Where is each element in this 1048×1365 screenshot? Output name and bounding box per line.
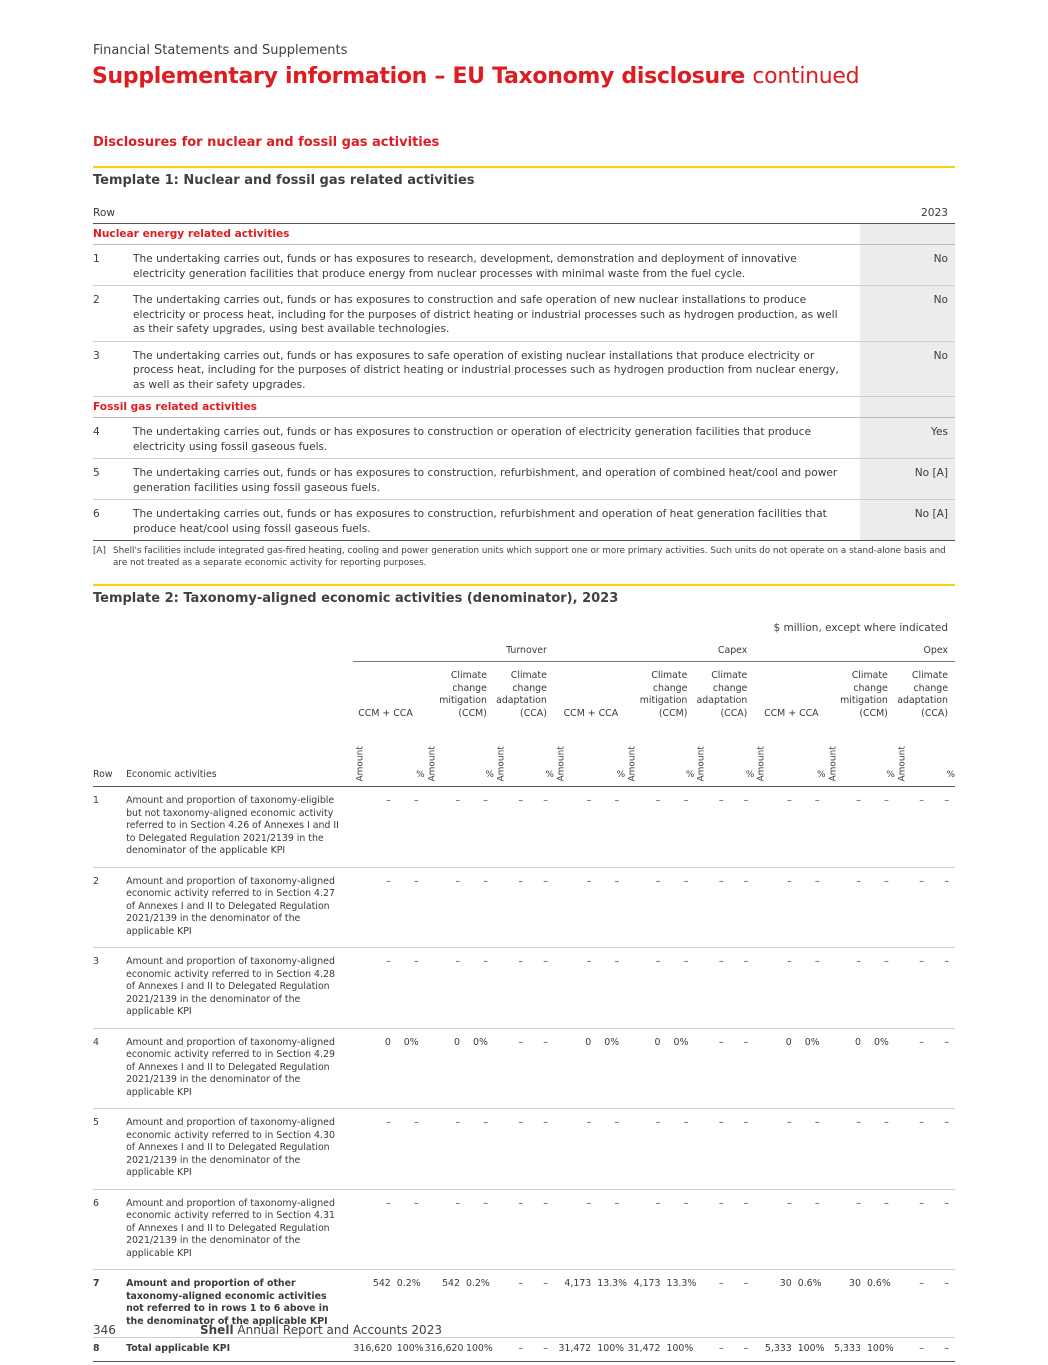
value-cell: – (397, 867, 425, 948)
value-cell: – (597, 1109, 625, 1190)
divider-rule (93, 584, 955, 586)
value-cell: – (425, 948, 466, 1029)
value-cell: – (466, 867, 494, 948)
value-cell: – (666, 787, 694, 868)
template1-row-value: No (860, 341, 955, 397)
value-cell: 100% (666, 1338, 694, 1362)
value-cell: – (798, 787, 826, 868)
value-cell: – (554, 787, 597, 868)
template1-row-text: The undertaking carries out, funds or has exposures to safe operation of existing nuclear installations that produce electricity or process heat, including for the purposes of district heating or industrial processes such as hydrogen production from nuclear energy, as well as their safety upgrades. (133, 341, 860, 397)
value-cell: 100% (397, 1338, 425, 1362)
col-amount-header (425, 726, 466, 787)
value-cell: – (895, 948, 930, 1029)
value-cell: – (494, 1338, 529, 1362)
value-cell: – (867, 787, 895, 868)
value-cell: 0% (597, 1028, 625, 1109)
template1-row-text: The undertaking carries out, funds or has exposures to construction and safe operation of new nuclear installations to produce electricity or process heat, including for the purposes of district heating or industrial processes such as hydrogen production, as well as their safety upgrades, using best available technologies. (133, 286, 860, 342)
table-row (93, 1028, 955, 1109)
col-amount-header (353, 726, 396, 787)
row-description: Amount and proportion of taxonomy-aligned economic activity referred to in Section 4.30 of Annexes I and II to Delegated Regulation 2021/2139 in the denominator of the applicable KPI (126, 1109, 353, 1190)
value-cell: – (554, 1109, 597, 1190)
value-cell: – (826, 1109, 867, 1190)
value-cell: – (625, 1109, 666, 1190)
template1-row-text: The undertaking carries out, funds or has exposures to construction, refurbishment and operation of heat generation facilities that produce heat/cool using fossil gaseous fuels. (133, 500, 860, 541)
template1-row (93, 459, 955, 500)
col-amount-header (494, 726, 529, 787)
col-pct-header: % (666, 726, 694, 787)
sub-opex-cca: Climate change adaptation (CCA) (897, 670, 948, 719)
value-cell: – (930, 867, 955, 948)
col-pct-header: % (397, 726, 425, 787)
col-amount-header (826, 726, 867, 787)
value-cell: – (730, 948, 755, 1029)
value-cell: – (625, 787, 666, 868)
value-cell: – (466, 1189, 494, 1270)
value-cell: – (694, 1028, 729, 1109)
table-row (93, 1109, 955, 1190)
template1-group-cell (860, 397, 955, 418)
value-cell: – (529, 867, 554, 948)
value-cell: – (397, 787, 425, 868)
value-cell: – (425, 1189, 466, 1270)
value-cell: 5,333 (826, 1338, 867, 1362)
template1-footnote (93, 545, 955, 569)
col-amount-label: Amount (556, 745, 567, 781)
footer-brand: Shell (200, 1323, 234, 1337)
value-cell: – (798, 948, 826, 1029)
value-cell: – (730, 1028, 755, 1109)
value-cell: – (798, 1109, 826, 1190)
value-cell: – (597, 948, 625, 1029)
sub-capex-ccm-cca: CCM + CCA (563, 707, 619, 719)
value-cell: – (730, 1189, 755, 1270)
sub-capex-cca: Climate change adaptation (CCA) (696, 670, 748, 719)
template1-row-text: The undertaking carries out, funds or has exposures to construction, refurbishment, and operation of combined heat/cool and power generation facilities using fossil gaseous fuels. (133, 459, 860, 500)
value-cell: – (425, 1109, 466, 1190)
value-cell: – (754, 948, 797, 1029)
col-pct-header: % (930, 726, 955, 787)
value-cell: – (930, 1028, 955, 1109)
value-cell: 30 (754, 1270, 797, 1338)
template1-row-text: The undertaking carries out, funds or has exposures to research, development, demonstration and deployment of innovative electricity generation facilities that produce energy from nuclear processes with minimal waste from the fuel cycle. (133, 245, 860, 286)
template1-row (93, 500, 955, 541)
value-cell: 0 (754, 1028, 797, 1109)
value-cell: 0.6% (867, 1270, 895, 1338)
value-cell: – (730, 867, 755, 948)
template1-row-num: 6 (93, 500, 133, 541)
row-number: 8 (93, 1338, 126, 1362)
page-title-main: Supplementary information – EU Taxonomy disclosure (92, 64, 746, 89)
value-cell: – (895, 1109, 930, 1190)
value-cell: 542 (425, 1270, 466, 1338)
sub-opex-ccm-cca: CCM + CCA (764, 707, 819, 719)
value-cell: – (895, 787, 930, 868)
table-row (93, 787, 955, 868)
row-description: Amount and proportion of taxonomy-eligible but not taxonomy-aligned economic activity referred to in Section 4.26 of Annexes I and II to Delegated Regulation 2021/2139 in the denominator of the applicable KPI (126, 787, 353, 868)
template1-title: Template 1: Nuclear and fossil gas related activities (93, 173, 475, 188)
value-cell: – (625, 948, 666, 1029)
value-cell: – (730, 787, 755, 868)
value-cell: 0% (798, 1028, 826, 1109)
value-cell: – (730, 1338, 755, 1362)
value-cell: – (494, 1270, 529, 1338)
value-cell: – (895, 867, 930, 948)
row-number: 2 (93, 867, 126, 948)
value-cell: – (694, 948, 729, 1029)
template1-row-value: Yes (860, 418, 955, 459)
template1-row-value: No [A] (860, 459, 955, 500)
page-title-suffix: continued (752, 64, 860, 89)
value-cell: 30 (826, 1270, 867, 1338)
template1-table (93, 200, 955, 541)
value-cell: – (425, 787, 466, 868)
value-cell: 0 (826, 1028, 867, 1109)
value-cell: – (666, 1109, 694, 1190)
col-amount-header (754, 726, 797, 787)
row-description: Amount and proportion of taxonomy-aligned economic activity referred to in Section 4.29 of Annexes I and II to Delegated Regulation 2021/2139 in the denominator of the applicable KPI (126, 1028, 353, 1109)
col-pct-header: % (798, 726, 826, 787)
value-cell: – (353, 867, 396, 948)
row-description: Amount and proportion of other taxonomy-aligned economic activities not referred to in rows 1 to 6 above in the denominator of the applicable KPI (126, 1270, 353, 1338)
value-cell: – (597, 867, 625, 948)
value-cell: – (754, 1189, 797, 1270)
col-amount-label: Amount (496, 745, 507, 781)
row-description: Amount and proportion of taxonomy-aligned economic activity referred to in Section 4.31 of Annexes I and II to Delegated Regulation 2021/2139 in the denominator of the applicable KPI (126, 1189, 353, 1270)
template2-col-row: Row (93, 726, 126, 787)
value-cell: – (494, 867, 529, 948)
value-cell: 100% (466, 1338, 494, 1362)
sub-turnover-ccm-cca: CCM + CCA (358, 707, 413, 719)
value-cell: – (694, 1270, 729, 1338)
value-cell: 100% (867, 1338, 895, 1362)
value-cell: 316,620 (353, 1338, 396, 1362)
group-turnover: Turnover (353, 645, 553, 662)
value-cell: – (754, 867, 797, 948)
value-cell: – (754, 787, 797, 868)
value-cell: – (930, 948, 955, 1029)
row-number: 5 (93, 1109, 126, 1190)
value-cell: 316,620 (425, 1338, 466, 1362)
value-cell: 0.6% (798, 1270, 826, 1338)
value-cell: 100% (597, 1338, 625, 1362)
row-description: Total applicable KPI (126, 1338, 353, 1362)
value-cell: – (694, 1338, 729, 1362)
template1-row (93, 341, 955, 397)
value-cell: – (666, 1189, 694, 1270)
row-number: 7 (93, 1270, 126, 1338)
value-cell: – (895, 1270, 930, 1338)
value-cell: – (529, 1338, 554, 1362)
value-cell: – (529, 1028, 554, 1109)
value-cell: – (930, 1270, 955, 1338)
value-cell: 0% (867, 1028, 895, 1109)
template1-row-value: No (860, 245, 955, 286)
col-pct-header: % (529, 726, 554, 787)
template1-row-num: 2 (93, 286, 133, 342)
template1-group-cell (860, 224, 955, 245)
page-number: 346 (93, 1323, 116, 1337)
col-amount-label: Amount (756, 745, 767, 781)
value-cell: 4,173 (554, 1270, 597, 1338)
value-cell: – (895, 1189, 930, 1270)
template1-group-label: Fossil gas related activities (93, 397, 860, 418)
value-cell: – (895, 1028, 930, 1109)
value-cell: – (754, 1109, 797, 1190)
value-cell: 5,333 (754, 1338, 797, 1362)
value-cell: – (867, 1189, 895, 1270)
col-amount-header (625, 726, 666, 787)
sub-opex-ccm: Climate change mitigation (CCM) (840, 670, 888, 719)
template1-col-row: Row (93, 200, 133, 224)
template1-row-num: 3 (93, 341, 133, 397)
value-cell: – (529, 787, 554, 868)
value-cell: – (466, 948, 494, 1029)
template1-row-text: The undertaking carries out, funds or has exposures to construction or operation of electricity generation facilities that produce electricity using fossil gaseous fuels. (133, 418, 860, 459)
value-cell: – (466, 1109, 494, 1190)
value-cell: – (494, 787, 529, 868)
value-cell: – (666, 948, 694, 1029)
template2-blank (93, 662, 353, 727)
value-cell: – (353, 1109, 396, 1190)
value-cell: – (529, 1270, 554, 1338)
value-cell: 4,173 (625, 1270, 666, 1338)
group-opex: Opex (754, 645, 955, 662)
value-cell: – (466, 787, 494, 868)
col-amount-header (895, 726, 930, 787)
value-cell: 0 (353, 1028, 396, 1109)
value-cell: 0 (625, 1028, 666, 1109)
value-cell: – (826, 867, 867, 948)
template2-column-header (93, 726, 955, 787)
value-cell: 0% (666, 1028, 694, 1109)
value-cell: – (554, 1189, 597, 1270)
sub-turnover-ccm: Climate change mitigation (CCM) (439, 670, 487, 719)
value-cell: – (353, 787, 396, 868)
footnote-marker: [A] (93, 546, 106, 556)
col-pct-header: % (466, 726, 494, 787)
value-cell: – (397, 948, 425, 1029)
table-row (93, 948, 955, 1029)
col-amount-label: Amount (627, 745, 638, 781)
value-cell: 31,472 (554, 1338, 597, 1362)
value-cell: – (930, 787, 955, 868)
template1-row (93, 245, 955, 286)
section-label: Financial Statements and Supplements (93, 43, 348, 58)
table-row (93, 867, 955, 948)
col-pct-header: % (730, 726, 755, 787)
value-cell: – (798, 867, 826, 948)
value-cell: 0 (425, 1028, 466, 1109)
disclosures-subheading: Disclosures for nuclear and fossil gas activities (93, 135, 440, 150)
row-number: 4 (93, 1028, 126, 1109)
value-cell: – (930, 1189, 955, 1270)
value-cell: – (529, 1109, 554, 1190)
value-cell: – (798, 1189, 826, 1270)
value-cell: – (529, 1189, 554, 1270)
template2-title: Template 2: Taxonomy-aligned economic activities (denominator), 2023 (93, 591, 619, 606)
value-cell: – (597, 1189, 625, 1270)
value-cell: – (694, 1189, 729, 1270)
value-cell: 0.2% (466, 1270, 494, 1338)
value-cell: 31,472 (625, 1338, 666, 1362)
value-cell: – (353, 1189, 396, 1270)
col-amount-label: Amount (897, 745, 908, 781)
template2-col-activity: Economic activities (126, 726, 353, 787)
value-cell: – (895, 1338, 930, 1362)
value-cell: – (554, 867, 597, 948)
col-amount-label: Amount (696, 745, 707, 781)
template1-row-num: 4 (93, 418, 133, 459)
col-amount-label: Amount (355, 745, 366, 781)
value-cell: 0.2% (397, 1270, 425, 1338)
value-cell: – (494, 948, 529, 1029)
value-cell: – (730, 1109, 755, 1190)
group-capex: Capex (554, 645, 754, 662)
value-cell: – (554, 948, 597, 1029)
unit-note: $ million, except where indicated (773, 622, 948, 634)
table-row (93, 1338, 955, 1362)
value-cell: 13.3% (597, 1270, 625, 1338)
value-cell: – (397, 1109, 425, 1190)
value-cell: – (494, 1189, 529, 1270)
value-cell: 100% (798, 1338, 826, 1362)
col-amount-label: Amount (828, 745, 839, 781)
value-cell: 542 (353, 1270, 396, 1338)
template1-header-row (93, 200, 955, 224)
template2-table (93, 645, 955, 1362)
template1-row (93, 418, 955, 459)
value-cell: – (666, 867, 694, 948)
value-cell: 0 (554, 1028, 597, 1109)
value-cell: – (494, 1109, 529, 1190)
value-cell: – (930, 1109, 955, 1190)
template1-row-value: No (860, 286, 955, 342)
template1-group-label: Nuclear energy related activities (93, 224, 860, 245)
template1-row-num: 5 (93, 459, 133, 500)
value-cell: – (597, 787, 625, 868)
row-number: 3 (93, 948, 126, 1029)
page-title (92, 64, 859, 89)
template1-row (93, 286, 955, 342)
row-number: 6 (93, 1189, 126, 1270)
divider-rule (93, 166, 955, 168)
value-cell: – (694, 867, 729, 948)
value-cell: – (625, 1189, 666, 1270)
col-amount-header (694, 726, 729, 787)
value-cell: – (397, 1189, 425, 1270)
value-cell: – (730, 1270, 755, 1338)
template1-row-num: 1 (93, 245, 133, 286)
value-cell: – (694, 787, 729, 868)
row-description: Amount and proportion of taxonomy-aligned economic activity referred to in Section 4.27 of Annexes I and II to Delegated Regulation 2021/2139 in the denominator of the applicable KPI (126, 867, 353, 948)
footnote-text: Shell's facilities include integrated gas-fired heating, cooling and power generation units which support one or more primary activities. Such units do not operate on a stand-alone basis and are not treated as a separate economic activity for reporting purposes. (113, 546, 946, 568)
value-cell: 13.3% (666, 1270, 694, 1338)
value-cell: – (494, 1028, 529, 1109)
template2-blank (93, 645, 353, 662)
value-cell: – (867, 867, 895, 948)
row-number: 1 (93, 787, 126, 868)
footer-doc-title (200, 1323, 442, 1337)
value-cell: – (625, 867, 666, 948)
value-cell: – (867, 1109, 895, 1190)
value-cell: – (826, 1189, 867, 1270)
col-pct-header: % (597, 726, 625, 787)
sub-turnover-cca: Climate change adaptation (CCA) (496, 670, 547, 719)
col-pct-header: % (867, 726, 895, 787)
row-description: Amount and proportion of taxonomy-aligned economic activity referred to in Section 4.28 of Annexes I and II to Delegated Regulation 2021/2139 in the denominator of the applicable KPI (126, 948, 353, 1029)
template1-group-row (93, 224, 955, 245)
value-cell: 0% (397, 1028, 425, 1109)
value-cell: – (930, 1338, 955, 1362)
footer-title: Annual Report and Accounts 2023 (237, 1323, 442, 1337)
value-cell: 0% (466, 1028, 494, 1109)
template1-group-row (93, 397, 955, 418)
value-cell: – (694, 1109, 729, 1190)
value-cell: – (425, 867, 466, 948)
template1-col-text (133, 200, 860, 224)
template2-group-header (93, 645, 955, 662)
value-cell: – (826, 787, 867, 868)
template1-row-value: No [A] (860, 500, 955, 541)
sub-capex-ccm: Climate change mitigation (CCM) (639, 670, 688, 719)
template2-sub-header (93, 662, 955, 727)
value-cell: – (529, 948, 554, 1029)
value-cell: – (826, 948, 867, 1029)
value-cell: – (353, 948, 396, 1029)
col-amount-label: Amount (427, 745, 438, 781)
table-row (93, 1189, 955, 1270)
col-amount-header (554, 726, 597, 787)
template1-col-year: 2023 (860, 200, 955, 224)
value-cell: – (867, 948, 895, 1029)
